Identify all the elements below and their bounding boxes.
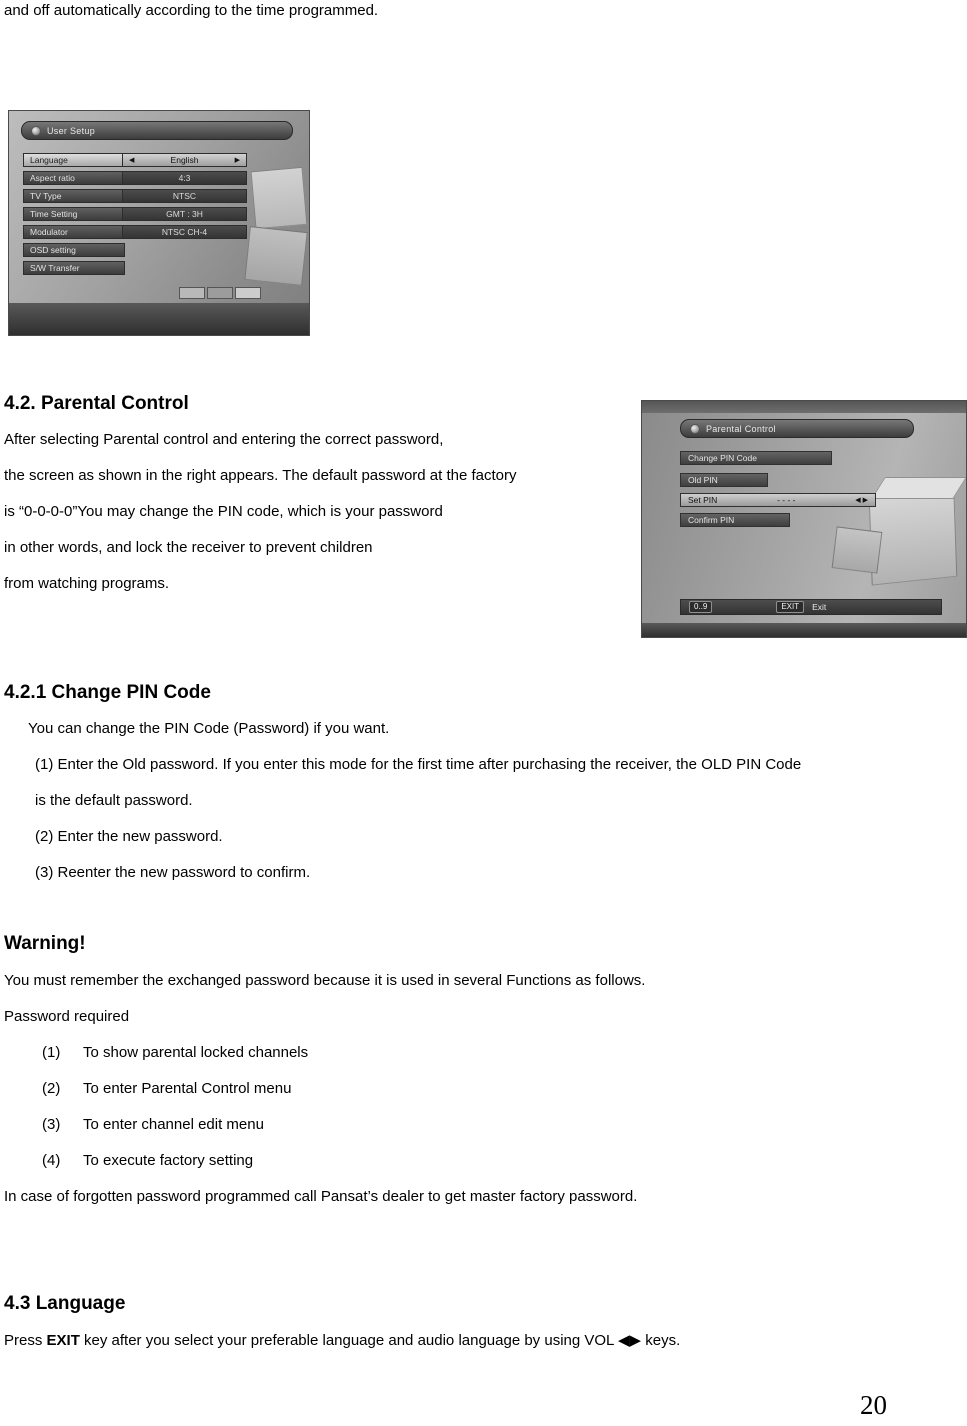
cube-decoration <box>244 226 307 286</box>
section-4-3-heading: 4.3 Language <box>4 1293 126 1314</box>
osd-titlebar <box>680 419 914 438</box>
menu-row-change-pin-code <box>680 451 832 465</box>
list-item-number: (3) <box>42 1116 61 1133</box>
list-item <box>42 1043 308 1063</box>
menu-label: Set PIN <box>688 495 718 505</box>
instruction-text: keys. <box>641 1332 681 1349</box>
osd-titlebar <box>21 121 293 140</box>
list-item-number: (1) <box>42 1044 61 1061</box>
menu-label: OSD setting <box>23 243 125 257</box>
language-instruction <box>4 1331 680 1351</box>
exit-label: Exit <box>812 602 827 612</box>
vol-arrows-icon: ◀▶ <box>618 1332 642 1349</box>
menu-row-sw-transfer <box>23 261 125 275</box>
cube-decoration <box>251 167 308 229</box>
menu-label: S/W Transfer <box>23 261 125 275</box>
paragraph-line: the screen as shown in the right appears. The default password at the factory <box>4 467 517 484</box>
paragraph-line: You can change the PIN Code (Password) if you want. <box>28 720 390 737</box>
step-line: (1) Enter the Old password. If you enter this mode for the first time after purchasing the receiver, the OLD PIN Code <box>35 756 802 773</box>
instruction-text: Press <box>4 1332 47 1349</box>
menu-row-tv-type <box>23 189 247 203</box>
cube-decoration <box>869 488 958 585</box>
list-item-text: To enter Parental Control menu <box>83 1080 292 1097</box>
screen-bottom-band <box>9 303 309 335</box>
menu-row-osd-setting <box>23 243 125 257</box>
menu-value: NTSC CH-4 <box>123 225 247 239</box>
list-item-text: To execute factory setting <box>83 1152 254 1169</box>
osd-title: User Setup <box>47 125 96 136</box>
list-item <box>42 1151 253 1171</box>
screen-top-band <box>642 401 966 413</box>
menu-row-set-pin <box>680 493 876 507</box>
menu-value-text: English <box>170 155 199 165</box>
section-4-2-1-heading: 4.2.1 Change PIN Code <box>4 682 211 703</box>
pin-value: - - - - <box>777 495 796 505</box>
menu-label: TV Type <box>23 189 123 203</box>
key-hint-box <box>207 287 233 299</box>
parental-control-screenshot <box>641 400 967 638</box>
cube-decoration <box>832 526 883 573</box>
menu-row-confirm-pin <box>680 513 790 527</box>
cube-decoration <box>871 477 967 499</box>
list-item-number: (2) <box>42 1080 61 1097</box>
key-hint-box <box>235 287 261 299</box>
step-line: (2) Enter the new password. <box>35 828 223 845</box>
list-item-number: (4) <box>42 1152 61 1169</box>
menu-value: 4:3 <box>123 171 247 185</box>
warning-heading: Warning! <box>4 933 86 954</box>
exit-key-badge: EXIT <box>776 601 804 613</box>
right-arrow-icon: ▶ <box>234 157 240 164</box>
numeric-keys-badge: 0..9 <box>689 601 712 613</box>
menu-row-time-setting <box>23 207 247 221</box>
paragraph-line: In case of forgotten password programmed call Pansat’s dealer to get master factory password. <box>4 1188 638 1205</box>
paragraph-line: Password required <box>4 1008 130 1025</box>
paragraph-line: is “0-0-0-0”You may change the PIN code, which is your password <box>4 503 443 520</box>
screen-bottom-band <box>642 623 966 637</box>
key-hint-box <box>179 287 205 299</box>
menu-label: Language <box>23 153 123 167</box>
left-arrow-icon: ◀ <box>129 157 135 164</box>
menu-row-old-pin <box>680 473 768 487</box>
left-right-arrows-icon: ◀ ▶ <box>855 497 868 504</box>
menu-label: Confirm PIN <box>688 515 735 525</box>
menu-row-modulator <box>23 225 247 239</box>
step-line: (3) Reenter the new password to confirm. <box>35 864 311 881</box>
menu-label: Time Setting <box>23 207 123 221</box>
menu-label: Old PIN <box>688 475 718 485</box>
exit-key-label: EXIT <box>46 1332 80 1349</box>
menu-label: Aspect ratio <box>23 171 123 185</box>
instruction-text: key after you select your preferable language and audio language by using VOL <box>79 1332 618 1349</box>
paragraph-line: After selecting Parental control and entering the correct password, <box>4 431 444 448</box>
list-item <box>42 1079 291 1099</box>
paragraph-line: from watching programs. <box>4 575 170 592</box>
menu-value <box>123 153 247 167</box>
menu-label: Change PIN Code <box>688 453 757 463</box>
paragraph-line: You must remember the exchanged password because it is used in several Functions as follows. <box>4 972 646 989</box>
menu-value: NTSC <box>123 189 247 203</box>
menu-value: GMT : 3H <box>123 207 247 221</box>
menu-row-language <box>23 153 247 167</box>
osd-title: Parental Control <box>706 423 776 434</box>
list-item-text: To enter channel edit menu <box>83 1116 264 1133</box>
osd-footer-bar <box>680 599 942 615</box>
paragraph-line: in other words, and lock the receiver to prevent children <box>4 539 373 556</box>
step-line: is the default password. <box>35 792 193 809</box>
user-setup-screenshot <box>8 110 310 336</box>
list-item-text: To show parental locked channels <box>83 1044 309 1061</box>
menu-label: Modulator <box>23 225 123 239</box>
menu-bullet-icon <box>31 126 41 136</box>
menu-bullet-icon <box>690 424 700 434</box>
list-item <box>42 1115 264 1135</box>
section-4-2-heading: 4.2. Parental Control <box>4 393 189 414</box>
menu-row-aspect-ratio <box>23 171 247 185</box>
page-number: 20 <box>860 1390 887 1420</box>
intro-text: and off automatically according to the time programmed. <box>4 2 379 19</box>
